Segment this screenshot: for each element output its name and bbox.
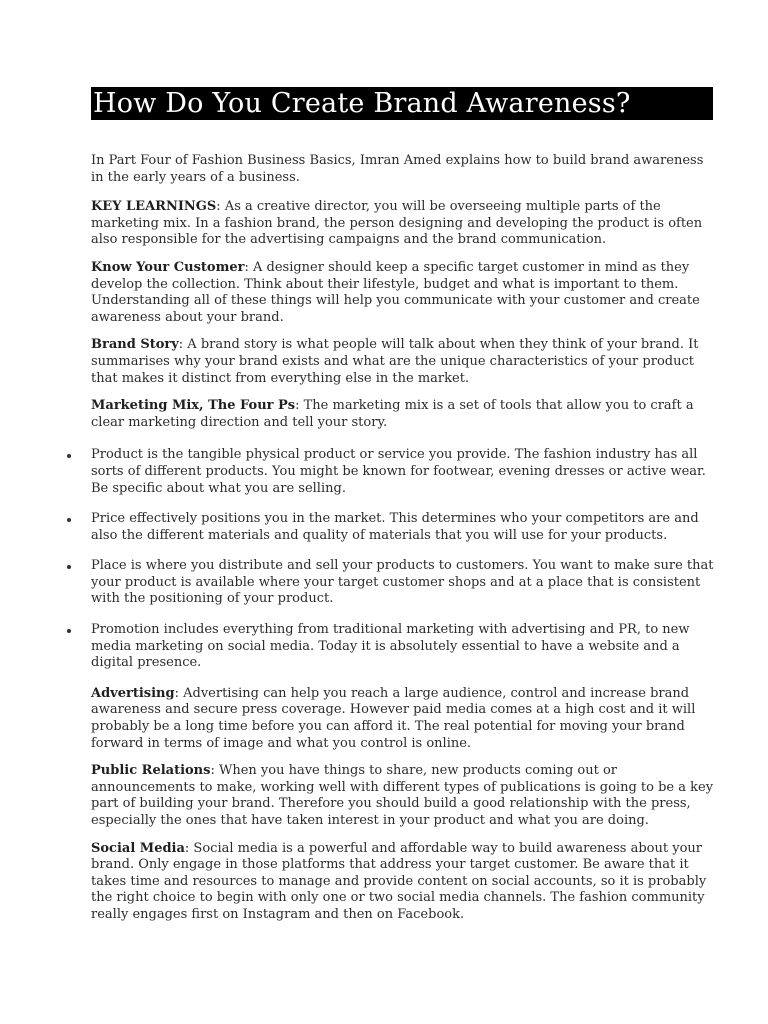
section-heading: Marketing Mix, The Four Ps: [91, 398, 296, 414]
section-heading: Public Relations: [91, 763, 211, 779]
section-text: : Advertising can help you reach a large audience, control and increase brand awareness and secure press coverage. However paid media comes at a high cost and it will probably be a long time before you can afford it. The real potential for moving your brand forward in terms of image and what you control is online.: [91, 685, 696, 751]
section-heading: KEY LEARNINGS: [91, 199, 217, 215]
bullet-icon: [67, 518, 71, 522]
four-ps-list: [91, 447, 719, 672]
document-title: How Do You Create Brand Awareness?: [91, 87, 713, 120]
section-marketing-mix: [91, 398, 719, 431]
list-item-text: Price effectively positions you in the market. This determines who your competitors are and also the different materials and quality of materials that you will use for your products.: [91, 511, 699, 543]
section-social-media: [91, 841, 719, 924]
list-item: [91, 558, 719, 608]
list-item: [91, 447, 719, 497]
section-key-learnings: [91, 199, 719, 249]
intro-paragraph: In Part Four of Fashion Business Basics, Imran Amed explains how to build brand awareness in the early years of a business.: [91, 153, 704, 185]
list-item-text: Product is the tangible physical product or service you provide. The fashion industry has all sorts of different products. You might be known for footwear, evening dresses or active wear. Be specific about what you are selling.: [91, 447, 706, 496]
list-item: [91, 511, 719, 544]
section-text: : Social media is a powerful and affordable way to build awareness about your brand. Only engage in those platforms that address your target customer. Be aware that it takes time and resources to manage and provide content on social accounts, so it is probably the right choice to begin with only one or two social media channels. The fashion community really engages first on Instagram and then on Facebook.: [91, 840, 707, 922]
section-text: : A designer should keep a specific target customer in mind as they develop the collection. Think about their lifestyle, budget and what is important to them. Understanding all of these things will help you communicate with your customer and create awareness about your brand.: [91, 259, 700, 325]
section-text: : A brand story is what people will talk about when they think of your brand. It summarises why your brand exists and what are the unique characteristics of your product that makes it distinct from everything else in the market.: [91, 337, 699, 386]
section-heading: Social Media: [91, 840, 185, 856]
document-body: [91, 153, 719, 935]
section-public-relations: [91, 763, 719, 829]
section-text: : The marketing mix is a set of tools that allow you to craft a clear marketing direction and tell your story.: [91, 398, 694, 430]
section-heading: Brand Story: [91, 337, 179, 353]
section-text: : As a creative director, you will be overseeing multiple parts of the marketing mix. In a fashion brand, the person designing and developing the product is often also responsible for the advertising campaigns and the brand communication.: [91, 199, 703, 248]
bullet-icon: [67, 629, 71, 633]
section-know-your-customer: [91, 260, 719, 326]
section-brand-story: [91, 337, 719, 387]
section-heading: Advertising: [91, 685, 175, 701]
list-item-text: Place is where you distribute and sell your products to customers. You want to make sure that your product is available where your target customer shops and at a place that is consistent with the positioning of your product.: [91, 558, 714, 607]
section-advertising: [91, 686, 719, 752]
bullet-icon: [67, 565, 71, 569]
list-item: [91, 622, 719, 672]
bullet-icon: [67, 454, 71, 458]
section-text: : When you have things to share, new products coming out or announcements to make, working well with different types of publications is going to be a key part of building your brand. Therefore you should build a good relationship with the press, especially the ones that have taken interest in your product and what you are doing.: [91, 763, 714, 828]
list-item-text: Promotion includes everything from traditional marketing with advertising and PR, to new media marketing on social media. Today it is absolutely essential to have a website and a digital presence.: [91, 622, 690, 671]
section-heading: Know Your Customer: [91, 259, 245, 275]
